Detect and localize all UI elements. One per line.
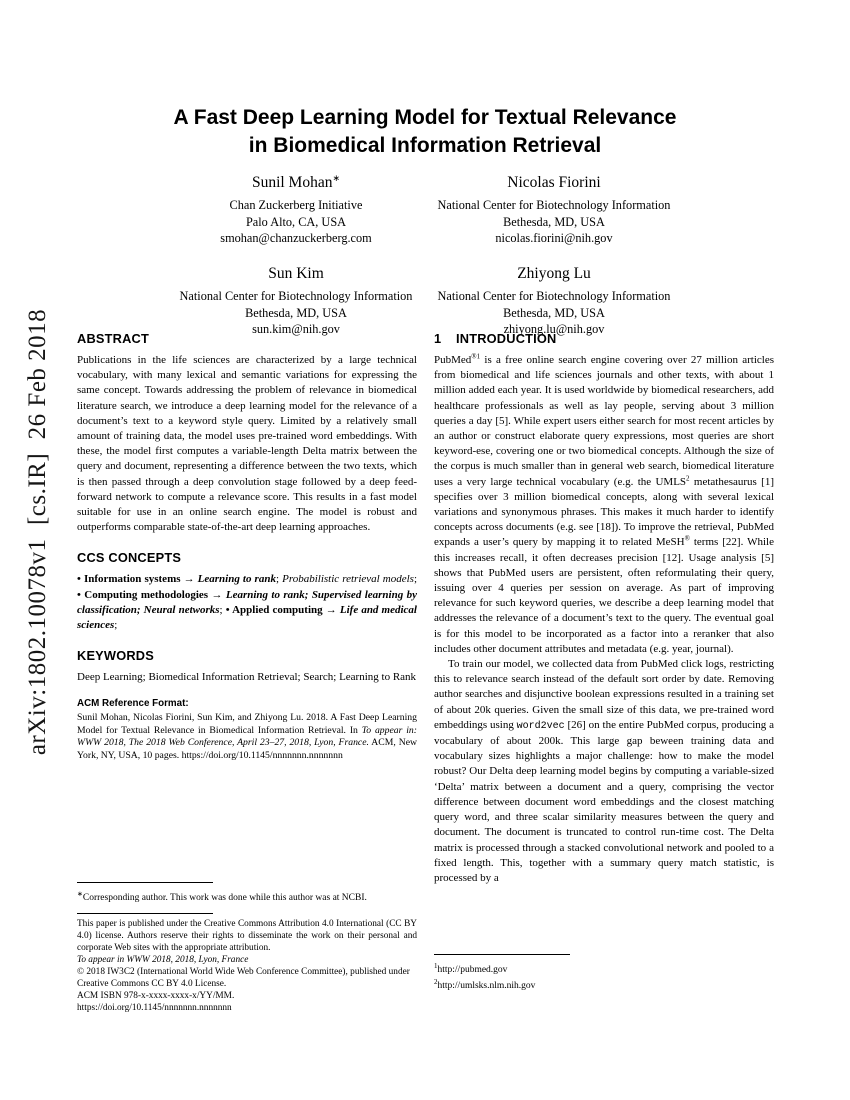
author-card	[167, 173, 425, 247]
author-email: smohan@chanzuckerberg.com	[220, 231, 372, 246]
section-title: INTRODUCTION	[456, 331, 557, 346]
title-line-1: A Fast Deep Learning Model for Textual Relevance	[173, 106, 677, 129]
copyright-line: © 2018 IW3C2 (International World Wide Web Conference Committee), published under Creative Commons CC BY 4.0 License.	[77, 966, 410, 989]
author-location: Palo Alto, CA, USA	[245, 214, 347, 229]
keywords-heading: KEYWORDS	[77, 648, 154, 664]
author-name	[425, 173, 683, 192]
author-name	[167, 264, 425, 283]
author-name	[425, 264, 683, 283]
doi-link[interactable]: https://doi.org/10.1145/nnnnnnn.nnnnnnn	[77, 1002, 232, 1013]
footnote-link[interactable]: http://pubmed.gov	[437, 965, 508, 976]
abstract-heading: ABSTRACT	[77, 331, 149, 346]
copyright-block	[77, 919, 417, 1014]
footnote-item	[434, 976, 774, 992]
author-card	[167, 264, 425, 338]
author-name-text: Sunil Mohan	[251, 174, 333, 192]
title-line-2: in Biomedical Information Retrieval	[248, 134, 602, 157]
footnote-number: 1	[434, 962, 438, 970]
acm-reference-heading: ACM Reference Format:	[77, 698, 189, 710]
footnote-number: 2	[434, 978, 438, 987]
author-location: Bethesda, MD, USA	[503, 214, 605, 229]
footnote-item	[434, 960, 774, 976]
right-column	[434, 331, 774, 886]
author-card	[425, 173, 683, 247]
intro-paragraph-2: To train our model, we collected data from PubMed click logs, restricting this to relevance search instead of the default sort order by date. Removing author searches and disjunctive boolean expressions resulted in a training set of about 20k queries. Given the small size of this data, we pre-trained word embeddings using word2vec [26] on the entire PubMed corpus, producing a vocabulary of about 200k. This large gap beween training data and vocabulary sizes highlights a major challenge: how to make the model robust? Our Delta deep learning model begins by computing a variable-sized ‘Delta’ matrix between a document and a query, comprising the vector difference between document word embeddings and the closest matching query word, and three scalar similarity measures between the query and document. The document is truncated to control run-time cost. The Delta matrix is processed through a stacked convolutional network and pooled to a fixed length. This, together with a summary query match statistic, is processed by a	[434, 658, 774, 884]
footnote-divider	[434, 954, 570, 955]
author-name-text: Sun Kim	[268, 265, 324, 283]
introduction-heading	[434, 331, 774, 346]
paper-title	[0, 104, 850, 160]
footnote-mark: ∗	[77, 890, 83, 898]
author-location: Bethesda, MD, USA	[503, 305, 605, 320]
arxiv-watermark: arXiv:1802.10078v1 [cs.IR] 26 Feb 2018	[24, 308, 51, 756]
right-column-footnotes	[434, 950, 774, 1014]
footnote-link[interactable]: http://umlsks.nlm.nih.gov	[437, 981, 536, 992]
ccs-heading: CCS CONCEPTS	[77, 550, 182, 566]
acm-reference-text: Sunil Mohan, Nicolas Fiorini, Sun Kim, and Zhiyong Lu. 2018. A Fast Deep Learning Model for Textual Relevance in Biomedical Information Retrieval. In To appear in: WWW 2018, The 2018 Web Conference, April 23–27, 2018, Lyon, France. ACM, New York, NY, USA, 10 pages. https://doi.org/10.1145/nnnnnnn.nnnnnnn	[77, 712, 417, 761]
author-email: zhiyong.lu@nih.gov	[503, 322, 605, 337]
keywords-text: Deep Learning; Biomedical Information Retrieval; Search; Learning to Rank	[77, 671, 417, 684]
author-footnote-mark: ∗	[332, 173, 341, 183]
left-column-footer	[77, 882, 417, 1015]
author-block	[167, 173, 683, 355]
author-org: National Center for Biotechnology Information	[179, 289, 413, 304]
footnote-text: Corresponding author. This work was done while this author was at NCBI.	[82, 893, 367, 904]
ccs-concepts-text: • Information systems → Learning to rank; Probabilistic retrieval models; • Computing methodologies → Learning to rank; Supervised learning by classification; Neural networks; • Applied computing → Life and medical sciences;	[77, 573, 417, 632]
license-text: This paper is published under the Creative Commons Attribution 4.0 International (CC BY 4.0) license. Authors reserve their rights to disseminate the work on their personal and corporate Web sites with the appropriate attribution.	[77, 919, 417, 954]
corresponding-author-footnote	[77, 888, 417, 904]
left-column	[77, 331, 417, 762]
author-email: nicolas.fiorini@nih.gov	[495, 231, 613, 246]
intro-paragraph-1: PubMed$^{®1}$ is a free online search engine covering over 27 million articles from biomedical and life sciences journals and other texts, with about 1 million added each year. It is used worldwide by biomedical researchers, add healthcare professionals as well as lay people, serving about 3 million queries a day [5]. While expert users either search for most recent articles by an author or construct elaborate query expressions, most queries are short keyword-ese, covering one or two biomedical concepts. Although the size of the corpus is much smaller than in general web search, biomedical literature uses a very large technical vocabulary (e.g. the UMLS$^2$ metathesaurus [1] specifies over 3 million biomedical concepts, along with several lexical variations and synonymous phrases. This makes it much harder to identify concepts across documents (e.g. see [18]). To improve the retrieval, PubMed expands a user’s query by mapping it to related MeSH® terms [22]. While this increases recall, it often decreases precision [12]. Usage analysis [5] shows that PubMed users are persistent, often reformulating their query, issuing over 4 queries per session on average. As part of improving relevance for such keyword queries, we describe a deep learning model that addresses the relevance of a document’s text to the query. The eventual goal is for this model to be incorporated as a factor into a reranker that also includes other document attributes and metadata (e.g. year, journal).	[434, 352, 774, 655]
isbn-line: ACM ISBN 978-x-xxxx-xxxx-x/YY/MM.	[77, 990, 235, 1001]
author-name-text: Nicolas Fiorini	[507, 174, 601, 192]
author-name-text: Zhiyong Lu	[517, 265, 591, 283]
section-number: 1	[434, 331, 442, 346]
author-location: Bethesda, MD, USA	[245, 305, 347, 320]
author-name	[167, 173, 425, 192]
footnote-divider	[77, 882, 213, 883]
copyright-divider	[77, 913, 213, 914]
author-org: National Center for Biotechnology Information	[437, 289, 671, 304]
author-email: sun.kim@nih.gov	[252, 322, 340, 337]
abstract-text: Publications in the life sciences are characterized by a large technical vocabulary, with many lexical and semantic variations for expressing the same concept. Towards addressing the problem of relevance in biomedical literature search, we introduce a deep learning model for the relevance of a document’s text to a keyword style query. Limited by a relatively small amount of training data, the model uses pre-trained word embeddings. With these, the model first computes a variable-length Delta matrix between the query and document, representing a difference between the two texts, which is then passed through a deep convolution stage followed by a deep feed-forward network to compute a relevance score. This results in a fast model suitable for use in an online search engine. The model is robust and outperforms comparable state-of-the-art deep learning approaches.	[77, 354, 417, 534]
author-card	[425, 264, 683, 338]
venue-line: To appear in WWW 2018, 2018, Lyon, France	[77, 955, 249, 966]
author-org: Chan Zuckerberg Initiative	[229, 198, 363, 213]
author-org: National Center for Biotechnology Information	[437, 198, 671, 213]
